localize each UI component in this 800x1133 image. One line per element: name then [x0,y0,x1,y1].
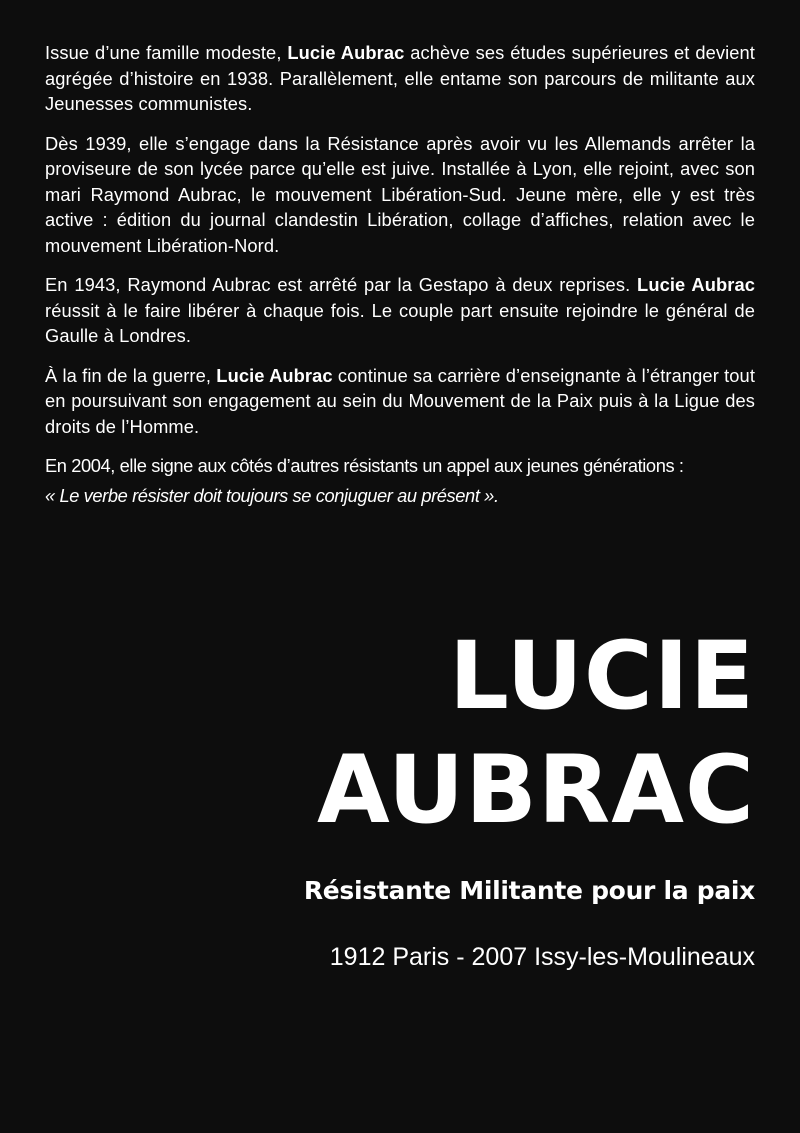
bio-paragraph-4 [45,363,755,440]
bio-paragraph-5 [45,453,755,508]
bio-p3-start: En 1943, Raymond Aubrac est arrêté par la Gestapo à deux reprises. [45,274,638,295]
title-block [304,620,755,972]
bio-quote: « Le verbe résister doit toujours se conjuguer au présent ». [45,484,499,506]
subtitle: Résistante Militante pour la paix [303,876,755,905]
bio-p1-name: Lucie Aubrac [287,42,405,63]
bio-p5-text: En 2004, elle signe aux côtés d’autres résistants un appel aux jeunes générations : [45,455,684,476]
bio-p1-start: Issue d’une famille modeste, [45,42,288,63]
bio-paragraph-3 [45,272,755,349]
name-line-2: AUBRAC [317,736,755,845]
bio-p3-end: réussit à le faire libérer à chaque fois. Le couple part ensuite rejoindre le général de Gaulle à Londres. [45,299,755,346]
biography-section [45,40,755,522]
bio-p4-start: À la fin de la guerre, [45,364,217,386]
bio-paragraph-1 [45,40,755,117]
bio-p4-name: Lucie Aubrac [216,364,333,386]
bio-p3-name: Lucie Aubrac [637,274,755,295]
bio-paragraph-2: Dès 1939, elle s’engage dans la Résistance après avoir vu les Allemands arrêter la proviseure de son lycée parce qu’elle est juive. Installée à Lyon, elle rejoint, avec son mari Raymond Aubrac, le mouvement Libération-Sud. Jeune mère, elle y est très active : édition du journal clandestin Libération, collage d’affiches, relation avec le mouvement Libération-Nord. [45,132,755,256]
life-dates: 1912 Paris - 2007 Issy-les-Moulineaux [329,943,755,971]
bio-text [45,40,755,508]
name-line-1: LUCIE [448,622,755,731]
bio-p4-end: continue sa carrière d’enseignante à l’étranger tout en poursuivant son engagement au sein du Mouvement de la Paix puis à la Ligue des droits de l’Homme. [45,364,755,437]
bio-p1-end: achève ses études supérieures et devient agrégée d’histoire en 1938. Parallèlement, elle entame son parcours de militante aux Jeunesses communistes. [45,42,755,114]
